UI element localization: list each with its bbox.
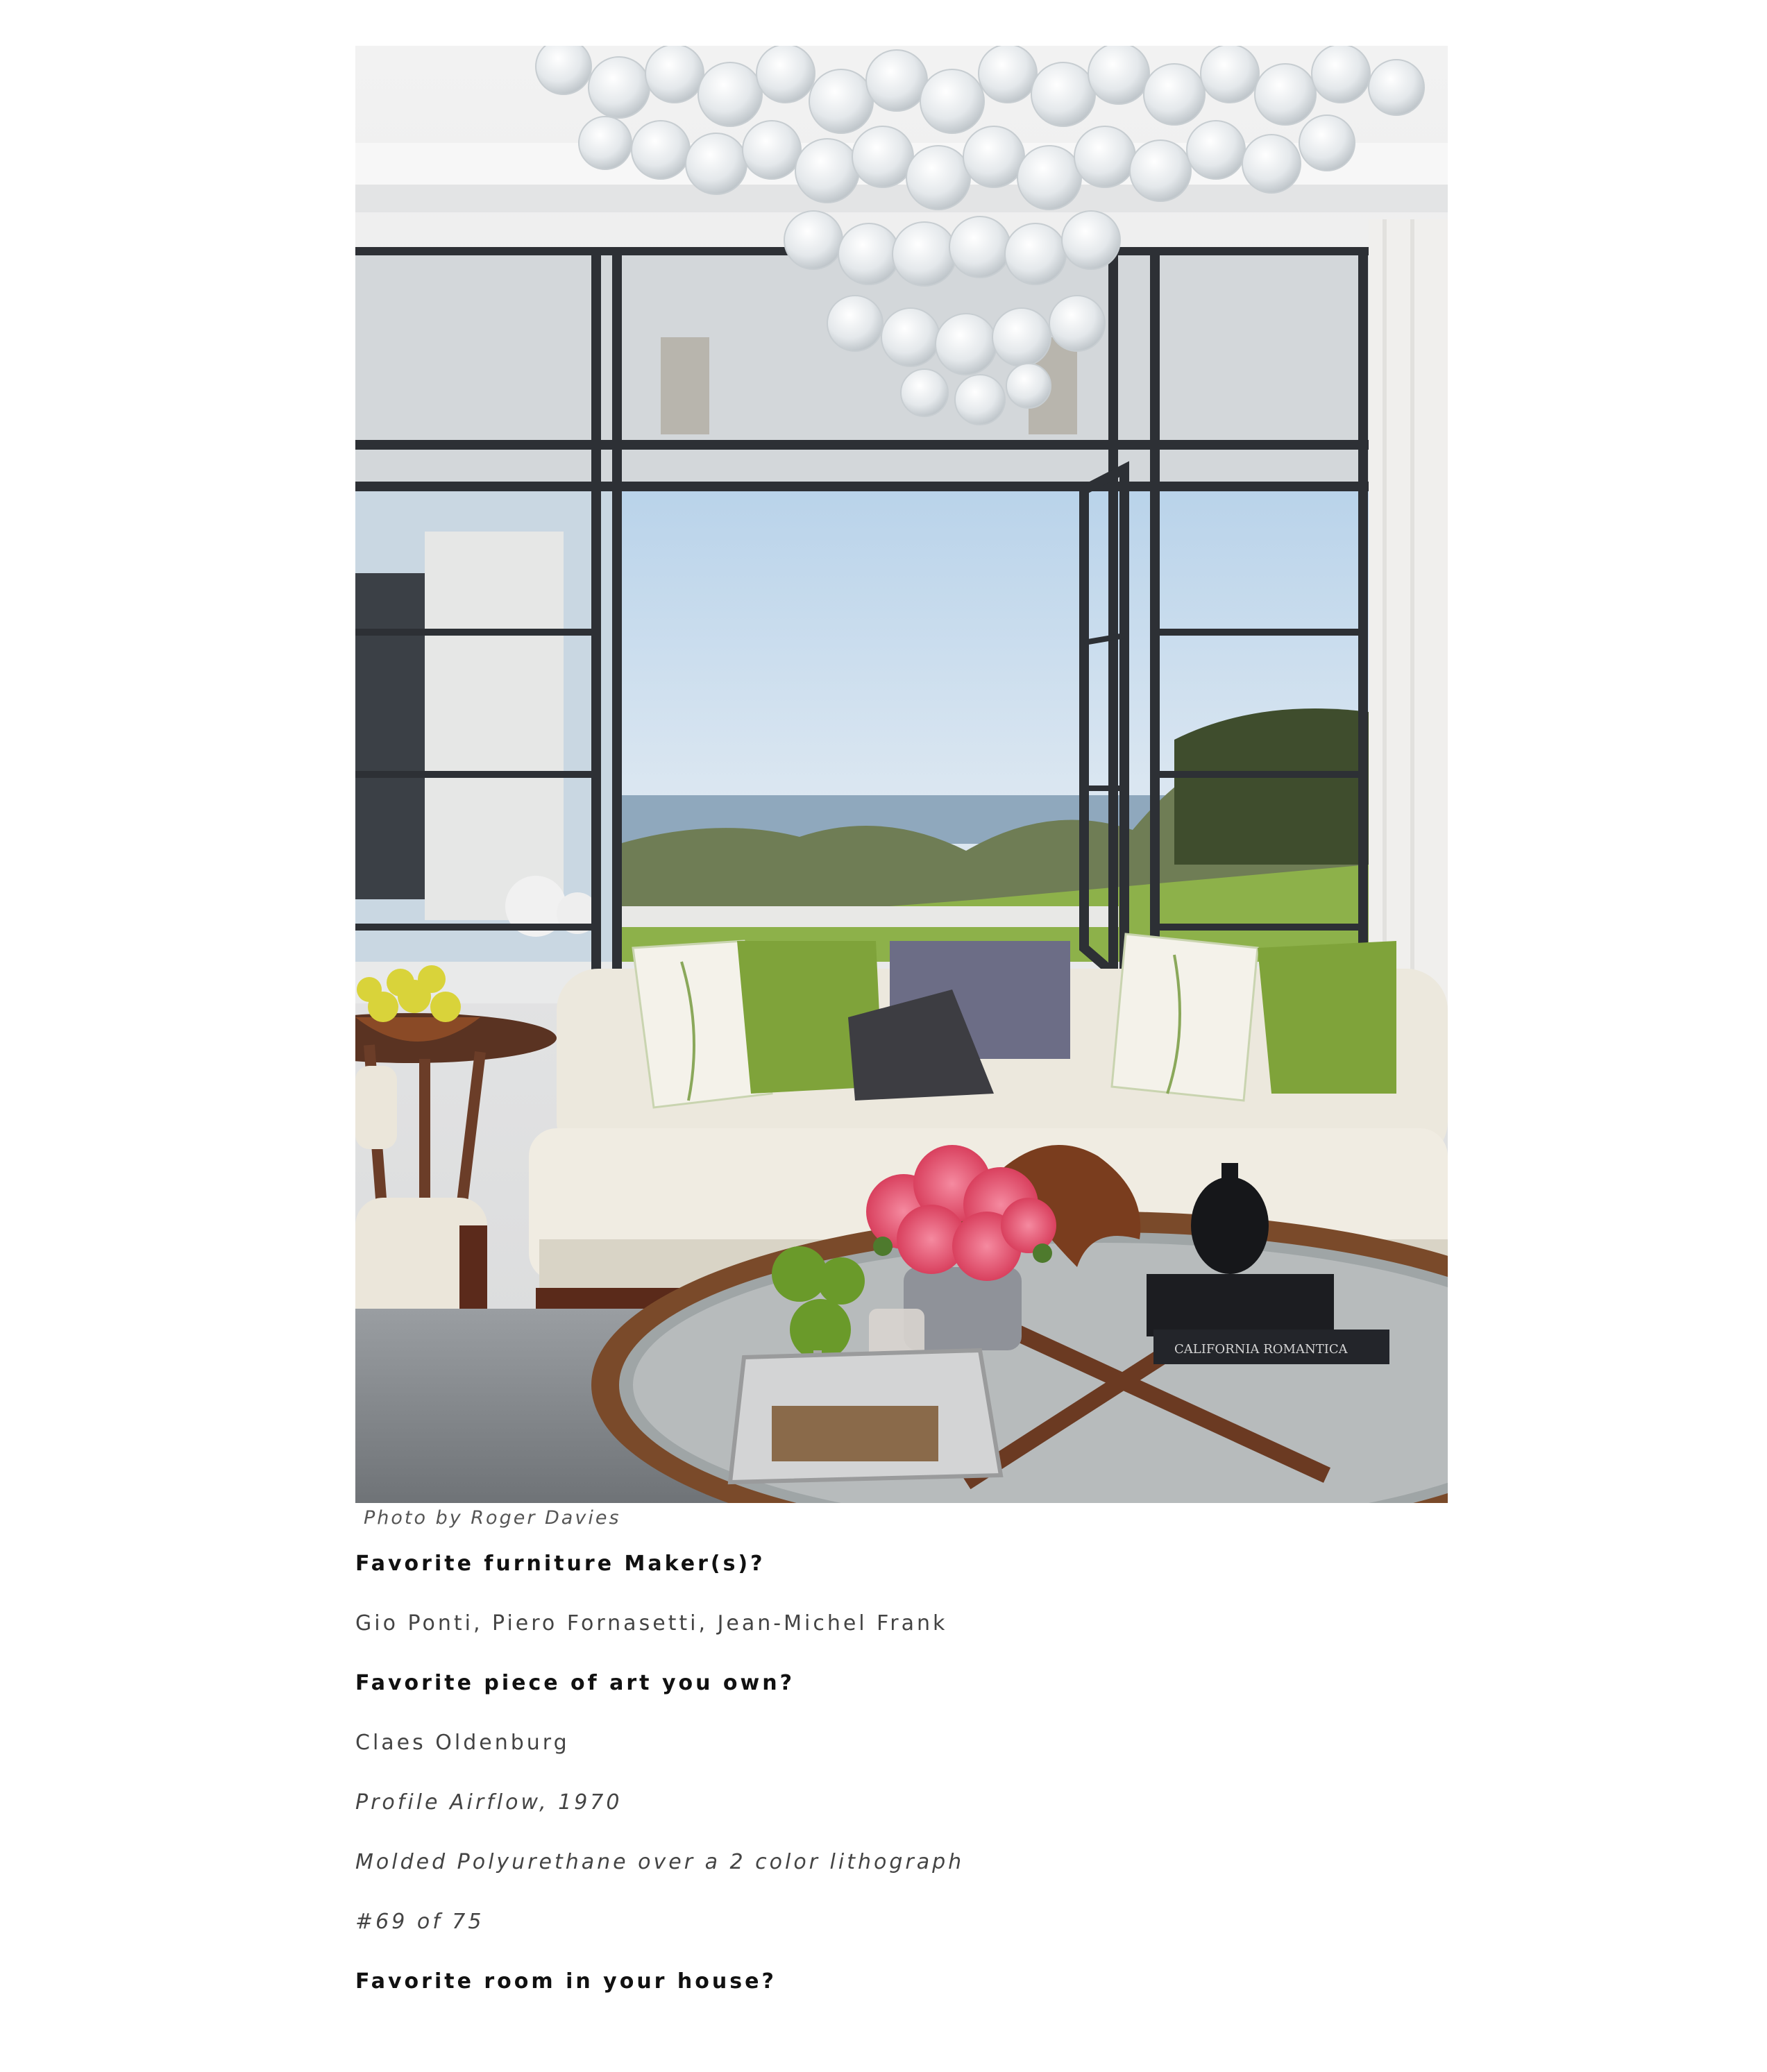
answer-art-artist: Claes Oldenburg <box>355 1731 570 1755</box>
answer-art-medium: Molded Polyurethane over a 2 color lithograph <box>355 1850 965 1874</box>
answer-art-edition: #69 of 75 <box>355 1910 484 1934</box>
photo-credit: Photo by Roger Davies <box>364 1507 621 1529</box>
living-room-photo <box>355 46 1448 1503</box>
question-favorite-art: Favorite piece of art you own? <box>355 1671 795 1695</box>
answer-furniture-maker: Gio Ponti, Piero Fornasetti, Jean-Michel Frank <box>355 1611 948 1636</box>
book-title-text: CALIFORNIA ROMANTICA <box>1174 1342 1348 1357</box>
photo-illustration <box>355 46 1448 1503</box>
question-furniture-maker: Favorite furniture Maker(s)? <box>355 1552 766 1576</box>
answer-art-title: Profile Airflow, 1970 <box>355 1790 623 1815</box>
question-favorite-room: Favorite room in your house? <box>355 1969 777 1994</box>
